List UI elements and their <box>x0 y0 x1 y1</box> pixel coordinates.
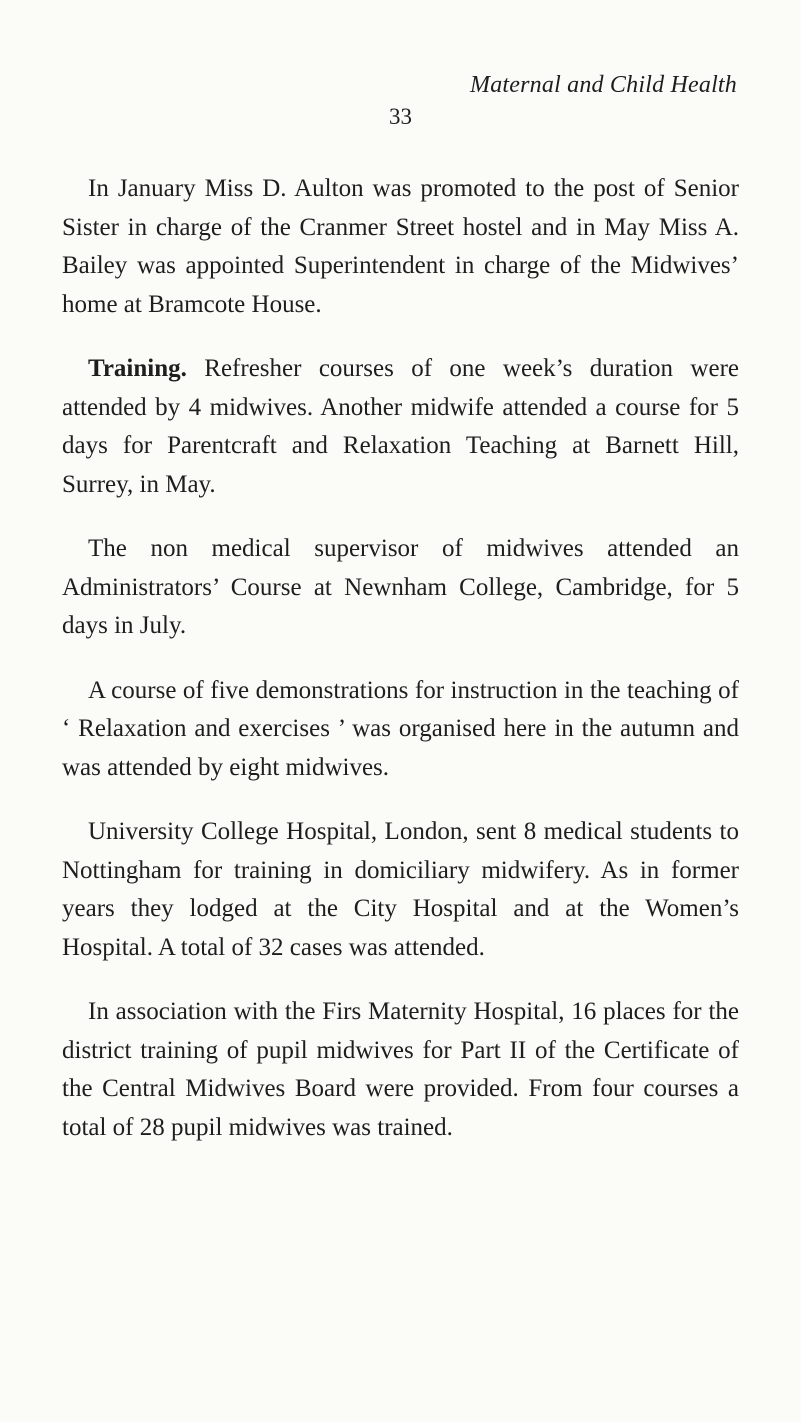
training-heading: Training. <box>88 355 187 382</box>
paragraph-text: Refresher courses of one week’s duration were attended by 4 midwives. Another midwife attended a course for 5 days for Parentcraft and Relaxation Teaching at Barnett Hill, Surrey, in May. <box>62 355 739 498</box>
running-title: Maternal and Child Health <box>470 72 737 98</box>
paragraph-medical-students <box>62 813 739 967</box>
paragraph-staff-appointments <box>62 170 739 324</box>
paragraph-text: In association with the Firs Maternity Hospital, 16 places for the district training of pupil midwives for Part II of the Certificate of the Central Midwives Board were provided. From four courses a total of 28 pupil midwives was trained. <box>62 998 739 1141</box>
paragraph-training <box>62 350 739 504</box>
paragraph-administrators-course <box>62 530 739 646</box>
paragraph-text: University College Hospital, London, sent 8 medical students to Nottingham for training in domiciliary midwifery. As in former years they lodged at the City Hospital and at the Women’s Hospital. A total of 32 cases was attended. <box>62 818 739 961</box>
paragraph-pupil-midwives <box>62 993 739 1147</box>
body-text <box>62 170 739 1173</box>
paragraph-relaxation-course <box>62 672 739 788</box>
paragraph-text: In January Miss D. Aulton was promoted to the post of Senior Sister in charge of the Cranmer Street hostel and in May Miss A. Bailey was appointed Superintendent in charge of the Midwives’ home at Bramcote House. <box>62 175 739 318</box>
paragraph-text: The non medical supervisor of midwives attended an Administrators’ Course at Newnham College, Cambridge, for 5 days in July. <box>62 535 739 639</box>
paragraph-text: A course of five demonstrations for instruction in the teaching of ‘ Relaxation and exercises ’ was organised here in the autumn and was attended by eight midwives. <box>62 676 739 781</box>
page-number: 33 <box>389 104 412 129</box>
